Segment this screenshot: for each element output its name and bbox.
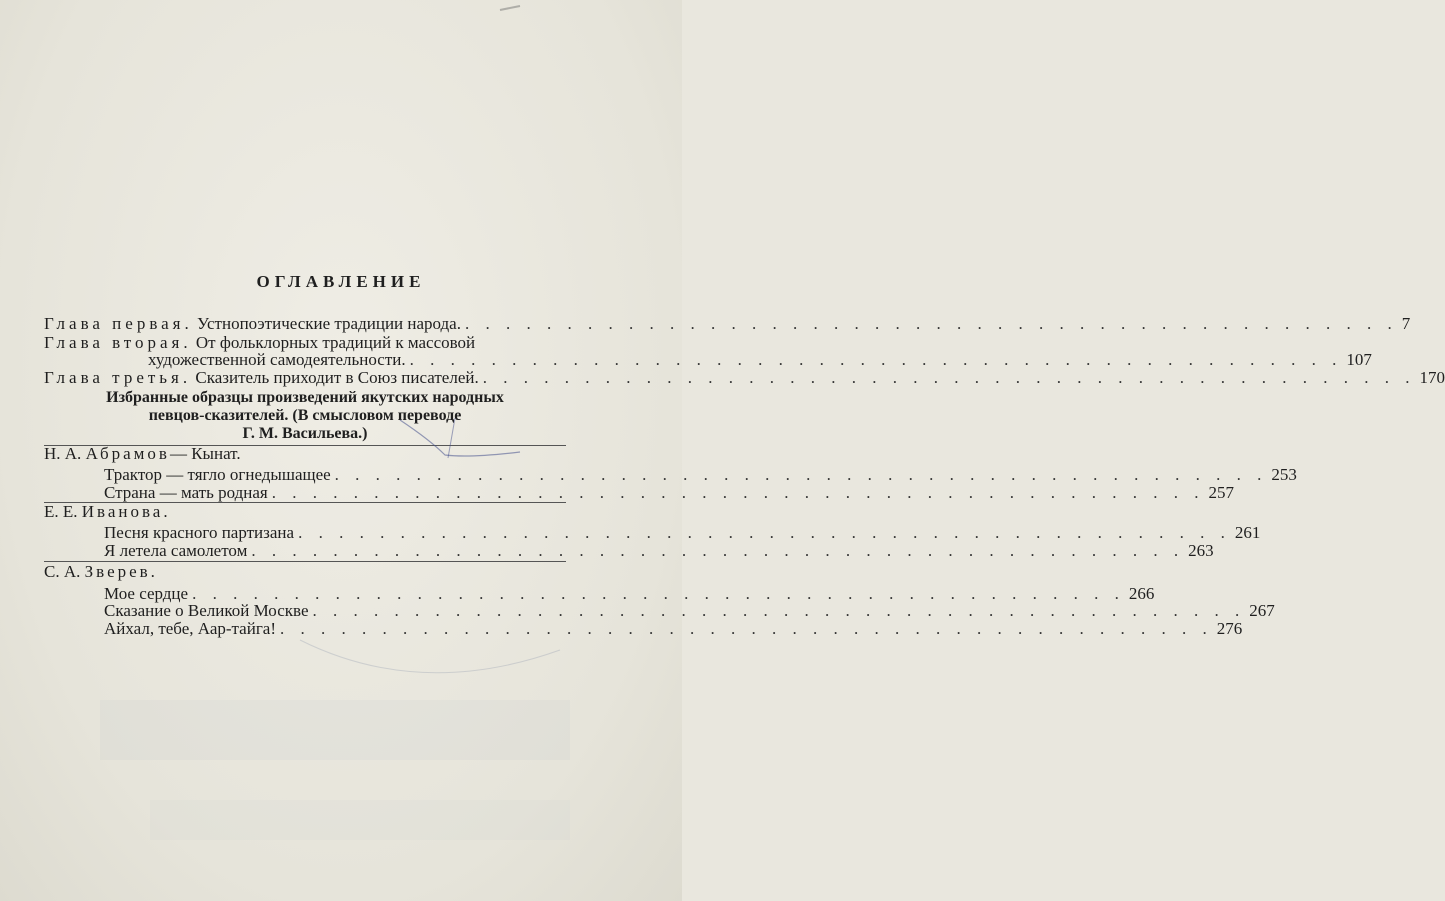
author-nickname: — Кынат. <box>169 444 241 463</box>
section-heading-line-2: певцов-сказителей. (В смысловом переводе <box>148 407 462 424</box>
author-surname: Зверев. <box>84 562 158 581</box>
dot-leader: . . . . . . . . . . . . . . . . . . . . . . . . . . . . . . . . . . . . . . . . . . . . . . <box>464 314 1398 333</box>
page-number: 267 <box>1249 601 1275 620</box>
chapter-label: Глава первая. <box>44 314 193 333</box>
chapter-label: Глава третья. <box>44 368 192 387</box>
work-title: Мое сердце <box>104 584 189 603</box>
author-surname: Иванова. <box>81 502 171 521</box>
author-surname: Абрамов <box>85 444 170 463</box>
work-title: Песня красного партизана <box>104 523 295 542</box>
page-number: 170 <box>1419 368 1445 387</box>
dot-leader: . . . . . . . . . . . . . . . . . . . . . . . . . . . . . . . . . . . . . . . . . . . . . . <box>298 523 1231 542</box>
author-initials: С. А. <box>44 562 81 581</box>
author-initials: Е. Е. <box>44 502 78 521</box>
chapter-label: Глава вторая. <box>44 333 192 352</box>
dot-leader: . . . . . . . . . . . . . . . . . . . . . . . . . . . . . . . . . . . . . . . . . . . . . . <box>280 619 1213 638</box>
page-number: 276 <box>1216 619 1243 638</box>
page-number: 261 <box>1234 523 1261 542</box>
dot-leader: . . . . . . . . . . . . . . . . . . . . . . . . . . . . . . . . . . . . . . . . . . . . . . <box>251 541 1185 560</box>
section-heading-line-1: Избранные образцы произведений якутских народных <box>106 389 504 406</box>
dot-leader: . . . . . . . . . . . . . . . . . . . . . . . . . . . . . . . . . . . . . . . . . . . . . . <box>482 368 1416 387</box>
work-title: Сказание о Великой Москве <box>104 601 309 620</box>
work-title: Я летела самолетом <box>104 541 248 560</box>
page-number: 107 <box>1346 350 1372 369</box>
pen-mark-decoration <box>0 0 682 901</box>
chapter-title: Сказитель приходит в Союз писателей. <box>195 368 479 387</box>
page-number: 7 <box>1401 314 1411 333</box>
section-heading-line-3: Г. М. Васильева.) <box>242 425 368 442</box>
dot-leader: . . . . . . . . . . . . . . . . . . . . . . . . . . . . . . . . . . . . . . . . . . . . . . <box>271 483 1205 502</box>
chapter-title: Устнопоэтические традиции народа. <box>197 314 461 333</box>
dot-leader: . . . . . . . . . . . . . . . . . . . . . . . . . . . . . . . . . . . . . . . . . . . . . . <box>312 601 1246 620</box>
work-title: Айхал, тебе, Аар-тайга! <box>104 619 276 638</box>
dot-leader: . . . . . . . . . . . . . . . . . . . . . . . . . . . . . . . . . . . . . . . . . . . . . . <box>409 350 1343 369</box>
chapter-title: От фольклорных традиций к массовой <box>195 333 476 352</box>
page-number: 253 <box>1271 465 1297 484</box>
dot-leader: . . . . . . . . . . . . . . . . . . . . . . . . . . . . . . . . . . . . . . . . . . . . . . <box>192 584 1125 603</box>
page-number: 266 <box>1128 584 1155 603</box>
work-title: Трактор — тягло огнедышащее <box>104 465 331 484</box>
page-number: 263 <box>1188 541 1214 560</box>
dot-leader: . . . . . . . . . . . . . . . . . . . . . . . . . . . . . . . . . . . . . . . . . . . . . . <box>334 465 1268 484</box>
page-number: 257 <box>1208 483 1234 502</box>
work-title: Страна — мать родная <box>104 483 268 502</box>
chapter-title-continued: художественной самодеятельности. <box>148 350 406 369</box>
page-title: ОГЛАВЛЕНИЕ <box>256 272 426 291</box>
author-initials: Н. А. <box>44 444 82 463</box>
